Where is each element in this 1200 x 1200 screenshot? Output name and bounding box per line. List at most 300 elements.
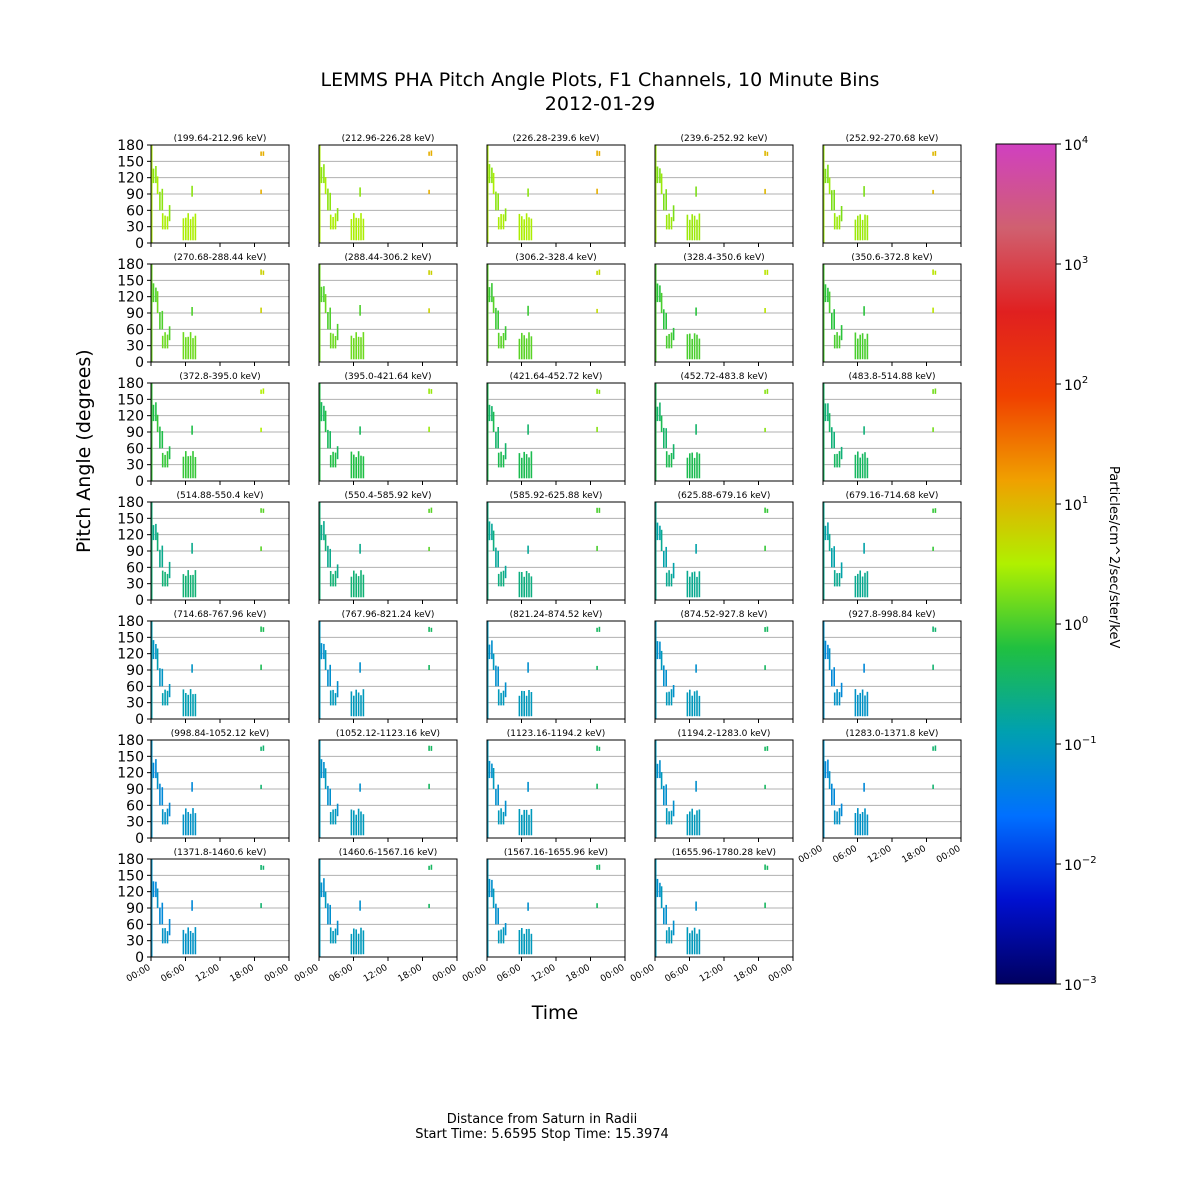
data-cell	[162, 809, 164, 824]
y-tick-label: 30	[126, 814, 144, 831]
data-cell	[699, 339, 701, 360]
panel-title: (372.8-395.0 keV)	[179, 372, 261, 382]
panel-29	[655, 729, 793, 842]
y-tick-label: 90	[126, 901, 144, 917]
data-cell	[497, 908, 499, 924]
data-cell	[764, 151, 766, 156]
data-cell	[330, 215, 332, 230]
data-cell	[523, 335, 525, 359]
data-cell	[521, 216, 523, 240]
y-tick-label: 180	[117, 614, 144, 630]
data-cell	[831, 427, 833, 448]
data-cell	[521, 572, 523, 597]
data-cell	[836, 689, 838, 705]
data-cell	[764, 428, 766, 432]
data-cell	[327, 786, 329, 805]
x-tick-label: 12:00	[866, 843, 894, 866]
data-cell	[596, 189, 598, 194]
data-cell	[661, 174, 663, 195]
data-cell	[841, 447, 843, 459]
data-cell	[855, 455, 857, 478]
data-cell	[661, 530, 663, 551]
panel-1	[117, 134, 289, 252]
data-cell	[764, 747, 766, 751]
panel-26	[117, 729, 289, 847]
data-cell	[668, 811, 670, 824]
data-cell	[195, 336, 197, 360]
data-cell	[495, 192, 497, 211]
data-cell	[932, 427, 934, 432]
data-cell	[491, 283, 493, 302]
data-cell	[526, 571, 528, 597]
data-cell	[428, 904, 430, 908]
y-tick-label: 60	[126, 798, 144, 815]
panel-title: (483.8-514.88 keV)	[848, 372, 936, 382]
data-cell	[323, 521, 325, 540]
panel-title: (550.4-585.92 keV)	[344, 491, 432, 501]
data-cell	[665, 547, 667, 567]
data-cell	[695, 781, 697, 792]
data-cell	[162, 189, 164, 211]
data-cell	[491, 640, 493, 659]
data-cell	[663, 551, 665, 567]
data-cell	[329, 665, 331, 687]
y-tick-label: 0	[135, 712, 144, 728]
y-tick-label: 0	[135, 355, 144, 371]
data-cell	[183, 689, 185, 716]
data-cell	[327, 903, 329, 924]
data-cell	[428, 665, 430, 670]
data-cell	[665, 313, 667, 329]
panel-28	[487, 729, 625, 842]
data-cell	[329, 193, 331, 211]
data-cell	[431, 389, 433, 394]
data-cell	[527, 546, 529, 554]
panel-12	[319, 372, 457, 485]
y-tick-label: 0	[135, 593, 144, 609]
data-cell	[666, 573, 668, 587]
data-cell	[696, 335, 698, 360]
data-cell	[596, 271, 598, 275]
data-cell	[527, 424, 529, 434]
data-cell	[329, 308, 331, 330]
data-cell	[360, 928, 362, 955]
data-cell	[260, 665, 262, 670]
data-cell	[694, 691, 696, 716]
data-cell	[695, 424, 697, 435]
data-cell	[767, 389, 769, 394]
y-tick-label: 180	[117, 733, 144, 749]
data-cell	[491, 524, 493, 540]
data-cell	[596, 508, 598, 513]
data-cell	[523, 934, 525, 955]
data-cell	[661, 886, 663, 908]
data-cell	[185, 451, 187, 478]
x-tick-label: 18:00	[900, 843, 928, 866]
panel-title: (998.84-1052.12 keV)	[170, 729, 270, 739]
data-cell	[841, 325, 843, 340]
data-cell	[663, 786, 665, 806]
data-cell	[657, 641, 659, 659]
data-cell	[351, 452, 353, 479]
data-cell	[519, 809, 521, 835]
data-cell	[665, 189, 667, 210]
panel-8	[487, 253, 625, 366]
data-cell	[862, 333, 864, 359]
data-cell	[335, 571, 337, 587]
panel-3	[487, 134, 625, 247]
panel-title: (1655.96-1780.28 keV)	[671, 848, 777, 858]
data-cell	[694, 815, 696, 836]
y-tick-label: 180	[117, 257, 144, 273]
data-cell	[162, 693, 164, 705]
data-cell	[764, 865, 766, 870]
data-cell	[661, 772, 663, 789]
data-cell	[596, 546, 598, 551]
panel-title: (288.44-306.2 keV)	[344, 253, 432, 263]
panel-18	[487, 491, 625, 604]
data-cell	[359, 662, 361, 672]
data-cell	[428, 627, 430, 632]
data-cell	[493, 654, 495, 670]
data-cell	[355, 574, 357, 598]
data-cell	[596, 628, 598, 632]
data-cell	[155, 288, 157, 303]
data-cell	[185, 693, 187, 716]
data-cell	[596, 784, 598, 789]
data-cell	[687, 571, 689, 598]
data-cell	[351, 219, 353, 240]
data-cell	[503, 214, 505, 229]
data-cell	[841, 206, 843, 221]
y-tick-label: 90	[126, 782, 144, 798]
data-cell	[694, 216, 696, 241]
y-tick-label: 60	[126, 203, 144, 220]
panel-title: (252.92-270.68 keV)	[845, 134, 939, 144]
data-cell	[183, 815, 185, 836]
data-cell	[668, 214, 670, 230]
data-cell	[834, 454, 836, 467]
data-cell	[767, 152, 769, 156]
data-cell	[169, 919, 171, 935]
data-cell	[691, 572, 693, 597]
y-tick-label: 120	[117, 884, 144, 901]
y-tick-label: 0	[135, 950, 144, 966]
data-cell	[867, 458, 869, 478]
panel-title: (270.68-288.44 keV)	[173, 253, 267, 263]
data-cell	[657, 764, 659, 778]
data-cell	[155, 402, 157, 421]
y-tick-label: 90	[126, 425, 144, 441]
data-cell	[503, 691, 505, 706]
data-cell	[155, 524, 157, 540]
data-cell	[521, 691, 523, 716]
data-cell	[195, 813, 197, 835]
data-cell	[187, 337, 189, 360]
data-cell	[164, 690, 166, 706]
data-cell	[428, 308, 430, 313]
data-cell	[767, 509, 769, 513]
data-cell	[183, 218, 185, 240]
panel-20	[823, 491, 961, 604]
data-cell	[493, 412, 495, 432]
data-cell	[153, 169, 155, 184]
y-axis-label: Pitch Angle (degrees)	[73, 349, 95, 553]
data-cell	[190, 689, 192, 716]
data-cell	[764, 665, 766, 670]
data-cell	[169, 562, 171, 578]
y-tick-label: 120	[117, 765, 144, 782]
data-cell	[353, 455, 355, 479]
data-cell	[497, 311, 499, 330]
data-cell	[157, 176, 159, 194]
panel-17	[319, 491, 457, 604]
data-cell	[689, 220, 691, 240]
data-cell	[332, 931, 334, 943]
data-cell	[839, 336, 841, 349]
data-cell	[932, 785, 934, 789]
data-cell	[323, 762, 325, 778]
data-cell	[932, 746, 934, 750]
data-cell	[358, 934, 360, 955]
data-cell	[695, 902, 697, 911]
data-cell	[829, 178, 831, 195]
data-cell	[498, 931, 500, 944]
data-cell	[493, 768, 495, 789]
data-cell	[695, 187, 697, 197]
data-cell	[185, 576, 187, 598]
data-cell	[689, 334, 691, 360]
data-cell	[260, 152, 262, 156]
panel-27	[319, 729, 457, 842]
data-cell	[836, 217, 838, 230]
data-cell	[162, 453, 164, 468]
data-cell	[351, 934, 353, 954]
data-cell	[157, 649, 159, 671]
data-cell	[767, 627, 769, 632]
data-cell	[521, 928, 523, 954]
data-cell	[665, 784, 667, 805]
data-cell	[659, 526, 661, 540]
data-cell	[169, 205, 171, 221]
data-cell	[195, 694, 197, 716]
data-cell	[668, 927, 670, 943]
data-cell	[665, 670, 667, 686]
data-cell	[666, 692, 668, 705]
y-tick-label: 150	[117, 392, 144, 409]
data-cell	[500, 452, 502, 468]
colorbar-tick-label: $10^{-3}$	[1064, 975, 1097, 994]
data-cell	[263, 746, 265, 751]
data-cell	[169, 446, 171, 459]
data-cell	[162, 787, 164, 805]
panel-6	[117, 253, 289, 371]
panel-title: (679.16-714.68 keV)	[845, 491, 939, 501]
data-cell	[673, 685, 675, 697]
y-tick-label: 120	[117, 646, 144, 663]
data-cell	[661, 293, 663, 313]
data-cell	[335, 693, 337, 705]
y-tick-label: 30	[126, 338, 144, 355]
data-cell	[358, 693, 360, 717]
panel-24	[655, 610, 793, 723]
data-cell	[498, 810, 500, 824]
data-cell	[323, 878, 325, 897]
data-cell	[661, 651, 663, 670]
data-cell	[528, 332, 530, 359]
data-cell	[531, 934, 533, 955]
x-tick-label: 06:00	[831, 843, 859, 866]
panel-title: (350.6-372.8 keV)	[851, 253, 933, 263]
data-cell	[325, 768, 327, 789]
data-cell	[696, 452, 698, 478]
data-cell	[157, 772, 159, 789]
data-cell	[260, 508, 262, 513]
y-tick-label: 120	[117, 408, 144, 425]
data-cell	[528, 690, 530, 716]
data-cell	[857, 452, 859, 479]
data-cell	[523, 452, 525, 478]
data-cell	[327, 546, 329, 568]
panel-title: (585.92-625.88 keV)	[509, 491, 603, 501]
data-cell	[169, 803, 171, 817]
data-cell	[829, 413, 831, 432]
panel-34	[629, 848, 795, 985]
data-cell	[864, 573, 866, 598]
panel-21	[117, 610, 289, 728]
data-cell	[167, 691, 169, 706]
chart-title-line2: 2012-01-29	[544, 93, 656, 115]
data-cell	[495, 308, 497, 329]
data-cell	[599, 508, 601, 513]
data-cell	[491, 168, 493, 184]
data-cell	[855, 689, 857, 716]
data-cell	[164, 572, 166, 587]
data-cell	[825, 403, 827, 421]
data-cell	[764, 270, 766, 275]
data-cell	[263, 271, 265, 275]
data-cell	[659, 883, 661, 897]
data-cell	[431, 628, 433, 632]
data-cell	[671, 574, 673, 587]
data-cell	[829, 648, 831, 670]
panel-7	[319, 253, 457, 366]
data-cell	[867, 334, 869, 360]
x-tick-label: 12:00	[530, 962, 558, 985]
data-cell	[833, 789, 835, 806]
data-cell	[321, 402, 323, 421]
data-cell	[767, 866, 769, 870]
colorbar-tick-label: $10^1$	[1064, 495, 1089, 514]
data-cell	[325, 650, 327, 670]
y-tick-label: 60	[126, 441, 144, 458]
data-cell	[185, 218, 187, 241]
data-cell	[192, 575, 194, 597]
data-cell	[330, 333, 332, 349]
data-cell	[321, 287, 323, 302]
data-cell	[689, 690, 691, 717]
data-cell	[358, 576, 360, 597]
data-cell	[159, 784, 161, 806]
data-cell	[360, 213, 362, 240]
data-cell	[825, 169, 827, 183]
x-tick-label: 06:00	[327, 962, 355, 985]
data-cell	[498, 574, 500, 586]
y-tick-label: 180	[117, 495, 144, 511]
data-cell	[657, 879, 659, 897]
data-cell	[363, 575, 365, 598]
data-cell	[833, 190, 835, 210]
data-cell	[699, 929, 701, 954]
data-cell	[363, 930, 365, 954]
data-cell	[157, 533, 159, 552]
y-tick-label: 0	[135, 831, 144, 847]
y-tick-label: 90	[126, 663, 144, 679]
data-cell	[935, 508, 937, 513]
x-tick-label: 12:00	[698, 962, 726, 985]
data-cell	[836, 573, 838, 586]
data-cell	[183, 574, 185, 597]
data-cell	[489, 879, 491, 897]
data-cell	[932, 152, 934, 156]
data-cell	[657, 523, 659, 541]
data-cell	[671, 930, 673, 943]
data-cell	[330, 812, 332, 824]
data-cell	[855, 220, 857, 241]
data-cell	[659, 760, 661, 778]
panel-title: (874.52-927.8 keV)	[680, 610, 768, 620]
data-cell	[323, 164, 325, 183]
data-cell	[863, 664, 865, 673]
data-cell	[428, 190, 430, 194]
data-cell	[694, 458, 696, 478]
x-tick-label: 00:00	[263, 962, 291, 985]
data-cell	[431, 746, 433, 751]
data-cell	[192, 338, 194, 359]
data-cell	[491, 406, 493, 421]
data-cell	[159, 312, 161, 329]
data-cell	[932, 308, 934, 313]
data-cell	[355, 690, 357, 717]
data-cell	[526, 338, 528, 359]
data-cell	[497, 551, 499, 568]
data-cell	[599, 865, 601, 870]
data-cell	[695, 308, 697, 316]
data-cell	[491, 764, 493, 779]
data-cell	[829, 771, 831, 789]
data-cell	[191, 186, 193, 197]
data-cell	[663, 194, 665, 210]
data-cell	[353, 213, 355, 240]
colorbar-tick-label: $10^2$	[1064, 375, 1089, 394]
data-cell	[825, 761, 827, 778]
panel-title: (395.0-421.64 keV)	[344, 372, 432, 382]
data-cell	[523, 577, 525, 598]
y-tick-label: 180	[117, 138, 144, 154]
y-tick-label: 90	[126, 544, 144, 560]
data-cell	[192, 808, 194, 835]
data-cell	[162, 213, 164, 229]
data-cell	[864, 215, 866, 241]
panel-title: (767.96-821.24 keV)	[341, 610, 435, 620]
data-cell	[863, 543, 865, 554]
data-cell	[260, 390, 262, 394]
data-cell	[164, 455, 166, 468]
data-cell	[335, 809, 337, 825]
data-cell	[360, 456, 362, 479]
y-tick-label: 150	[117, 749, 144, 766]
data-cell	[355, 332, 357, 359]
